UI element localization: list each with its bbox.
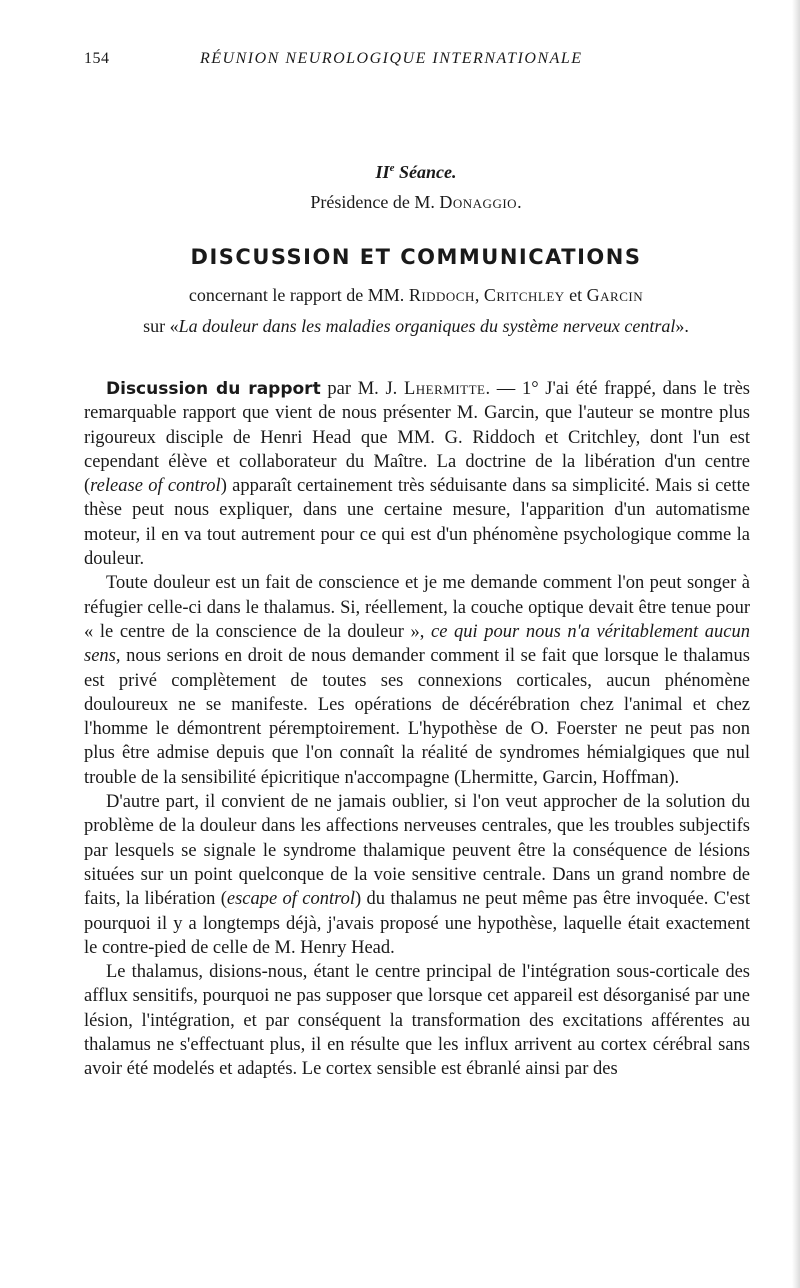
author-name-riddoch: Riddoch (408, 285, 475, 305)
p1-text-b: . — 1° J'ai été frappé, dans le très remarquable rapport que vient de nous présenter M. Garcin, que l'auteur se montre plus rigoureux disciple de Henri Head que MM. G. Riddoch et Critchley, dont l'un est cependant élève et collaborateur du Maître. La doctrine de la libération d'un centre ( (84, 379, 751, 497)
presidence-suffix: . (517, 192, 522, 212)
paragraph-4 (84, 960, 750, 1081)
discussion-lead: Discussion du rapport (106, 379, 321, 399)
presidence-line (84, 192, 748, 213)
p1-text-c: ) apparaît certainement très séduisante dans sa simplicité. Mais si cette thèse peut nous expliquer, dans une certaine mesure, l'apparition d'un automatisme moteur, il en va tout autrement pour ce qui est d'un phénomène psychologique comme la douleur. (84, 476, 750, 570)
page-number: 154 (84, 50, 110, 67)
paragraph-3 (84, 790, 750, 960)
p2-text-b: , nous serions en droit de nous demander comment il se fait que lorsque le thalamus est privé complètement de toutes ses connexions corticales, aucun phénomène douloureux ne se manifeste. Les opérations de décérébration chez l'animal et chez l'homme le démontrent péremptoirement. L'hypothèse de O. Foerster ne peut pas non plus être admise depuis que l'on connaît la réalité de syndromes hémialgiques que nul trouble de la sensibilité épicritique n'accompagne (Lhermitte, Garcin, Hoffman). (84, 646, 750, 788)
session-ordinal-sup: e (389, 162, 395, 174)
p2-italic: ce qui pour nous n'a véritablement aucun sens (84, 621, 750, 667)
session-title (84, 162, 748, 183)
session-label: Séance. (394, 162, 457, 182)
section-heading: DISCUSSION ET COMMUNICATIONS (190, 245, 642, 269)
paragraph-2 (84, 571, 750, 790)
subject-line-1 (84, 285, 748, 306)
p1-text-a: par M. J. (320, 379, 404, 399)
subject-sep-1: , (474, 285, 484, 305)
p3-italic: escape of control (226, 889, 356, 910)
subject-sur: sur « (143, 316, 179, 336)
page-edge-shadow (792, 0, 800, 1288)
running-title: RÉUNION NEUROLOGIQUE INTERNATIONALE (200, 50, 583, 67)
subject-sep-2: et (564, 285, 587, 305)
p1-author: Lhermitte (403, 379, 486, 399)
body-text (84, 377, 750, 1082)
report-title: La douleur dans les maladies organiques du système nerveux central (178, 316, 676, 336)
p3-text-a: D'autre part, il convient de ne jamais oublier, si l'on veut approcher de la solution du problème de la douleur dans les affections nerveuses centrales, que les troubles subjectifs par lesquels se signale le syndrome thalamique peuvent être la conséquence de lésions situées sur un point quelconque de la voie sensitive centrale. Dans un grand nombre de faits, la libération ( (84, 792, 750, 910)
paragraph-1 (84, 377, 750, 571)
session-ordinal: II (375, 162, 390, 182)
subject-close: ». (675, 316, 689, 336)
subject-prefix: concernant le rapport de MM. (188, 285, 409, 305)
p4-text: Le thalamus, disions-nous, étant le centre principal de l'intégration sous-corticale des afflux sensitifs, pourquoi ne pas supposer que lorsque cet appareil est désorganisé par une lésion, l'intégration, et par conséquent la transformation des excitations afférentes au thalamus ne s'effectuant plus, il en résulte que les influx arrivent au cortex cérébral sans avoir été modelés et adaptés. Le cortex sensible est ébranlé ainsi par des (84, 962, 750, 1080)
president-name: Donaggio (439, 192, 518, 212)
author-name-garcin: Garcin (586, 285, 644, 305)
p3-text-b: ) du thalamus ne peut même pas être invoquée. C'est pourquoi il y a longtemps déjà, j'avais proposé une hypothèse, laquelle était exactement le contre-pied de celle de M. Henry Head. (84, 889, 750, 958)
presidence-prefix: Présidence de M. (310, 192, 440, 212)
p2-text-a: Toute douleur est un fait de conscience et je me demande comment l'on peut songer à réfugier celle-ci dans le thalamus. Si, réellement, la couche optique devait être tenue pour « le centre de la conscience de la douleur », (84, 573, 750, 642)
p1-italic: release of control (90, 476, 221, 497)
subject-line-2 (84, 316, 748, 337)
author-name-critchley: Critchley (483, 285, 565, 305)
